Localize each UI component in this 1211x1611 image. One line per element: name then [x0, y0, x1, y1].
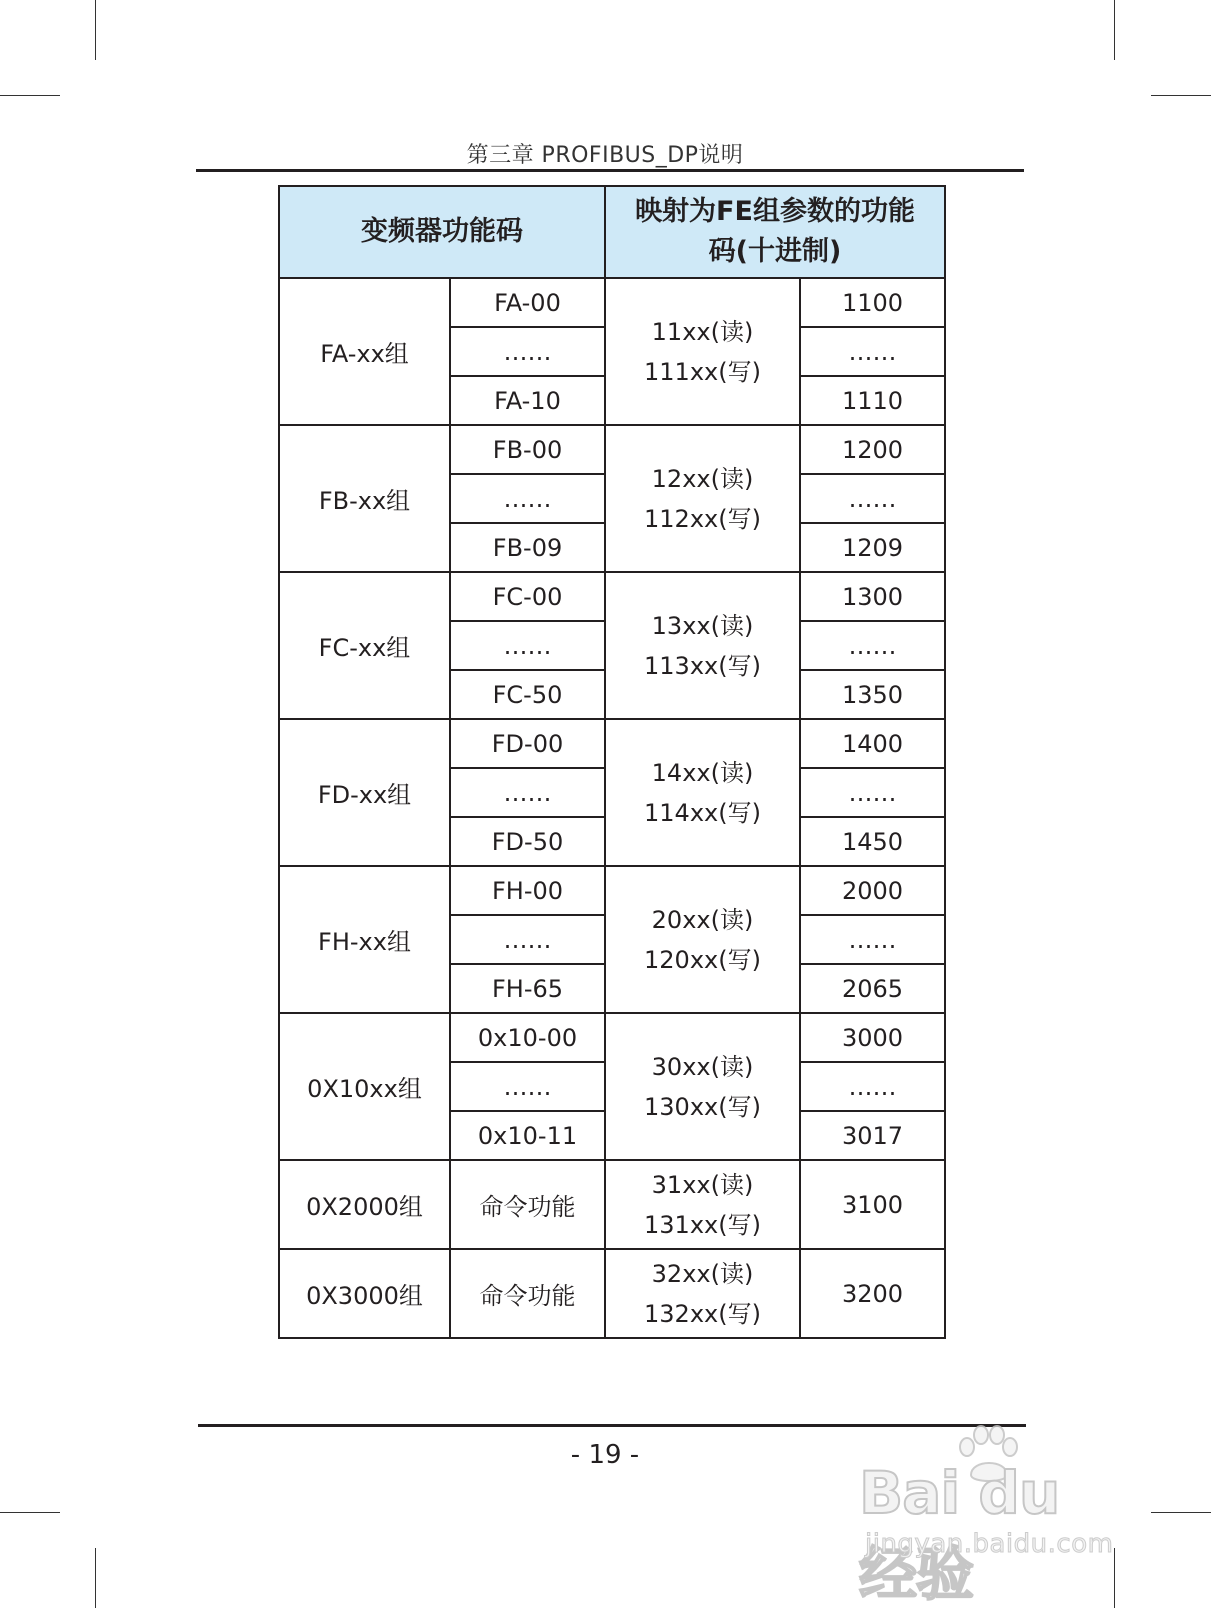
mapped-read-code: 12xx(读): [651, 464, 754, 493]
decimal-code-cell: 1100: [800, 278, 945, 327]
decimal-code-cell: 3200: [800, 1249, 945, 1338]
mapped-code-cell: [605, 1160, 800, 1249]
mapped-write-code: 132xx(写): [644, 1299, 761, 1328]
group-name-cell: FB-xx组: [279, 425, 450, 572]
mapped-code-cell: [605, 866, 800, 1013]
decimal-code-cell: 2000: [800, 866, 945, 915]
function-code-cell: 命令功能: [450, 1249, 605, 1338]
mapped-read-code: 11xx(读): [651, 317, 754, 346]
mapped-write-code: 114xx(写): [644, 798, 761, 827]
page-number: - 19 -: [570, 1440, 640, 1470]
decimal-code-cell: 1209: [800, 523, 945, 572]
function-code-cell: ……: [450, 621, 605, 670]
group-name-cell: FD-xx组: [279, 719, 450, 866]
function-code-cell: ……: [450, 1062, 605, 1111]
header-mapped-code-text: 映射为FE组参数的功能码(十进制): [635, 196, 915, 267]
mapped-code-cell: [605, 425, 800, 572]
function-code-cell: FC-00: [450, 572, 605, 621]
table-row: [279, 866, 945, 915]
mapped-read-code: 30xx(读): [651, 1052, 754, 1081]
group-name-cell: FC-xx组: [279, 572, 450, 719]
mapped-write-code: 131xx(写): [644, 1210, 761, 1239]
table-row: [279, 1160, 945, 1249]
table-row: [279, 278, 945, 327]
decimal-code-cell: 3100: [800, 1160, 945, 1249]
mapped-code-cell: [605, 1249, 800, 1338]
decimal-code-cell: ……: [800, 621, 945, 670]
decimal-code-cell: 1300: [800, 572, 945, 621]
watermark-url: jingyan.baidu.com: [865, 1529, 1114, 1559]
chapter-header: 第三章 PROFIBUS_DP说明: [466, 143, 744, 168]
mapped-code-cell: [605, 1013, 800, 1160]
function-code-cell: FD-00: [450, 719, 605, 768]
crop-mark: [1151, 1512, 1211, 1513]
function-code-cell: ……: [450, 327, 605, 376]
mapped-read-code: 14xx(读): [651, 758, 754, 787]
function-code-cell: ……: [450, 915, 605, 964]
header-mapped-code: [605, 186, 945, 278]
mapped-write-code: 120xx(写): [644, 945, 761, 974]
function-code-cell: 0x10-00: [450, 1013, 605, 1062]
mapped-code-cell: [605, 719, 800, 866]
group-name-cell: 0X2000组: [279, 1160, 450, 1249]
function-code-cell: FB-09: [450, 523, 605, 572]
mapped-read-code: 31xx(读): [651, 1170, 754, 1199]
function-code-cell: FB-00: [450, 425, 605, 474]
baidu-jingyan-watermark: [855, 1425, 1135, 1608]
table-row: [279, 1249, 945, 1338]
crop-mark: [95, 1548, 96, 1608]
parameter-mapping-table: [278, 185, 946, 1339]
mapped-read-code: 13xx(读): [651, 611, 754, 640]
decimal-code-cell: 1400: [800, 719, 945, 768]
decimal-code-cell: 1200: [800, 425, 945, 474]
table-header-row: [279, 186, 945, 278]
decimal-code-cell: ……: [800, 474, 945, 523]
crop-mark: [1151, 95, 1211, 96]
header-rule: [196, 169, 1024, 172]
header-inverter-code: 变频器功能码: [279, 186, 605, 278]
decimal-code-cell: 1450: [800, 817, 945, 866]
decimal-code-cell: ……: [800, 327, 945, 376]
function-code-cell: FC-50: [450, 670, 605, 719]
decimal-code-cell: 2065: [800, 964, 945, 1013]
crop-mark: [1114, 0, 1115, 60]
mapped-write-code: 130xx(写): [644, 1092, 761, 1121]
mapped-write-code: 113xx(写): [644, 651, 761, 680]
crop-mark: [0, 1512, 60, 1513]
table-row: [279, 425, 945, 474]
decimal-code-cell: 3017: [800, 1111, 945, 1160]
table-row: [279, 1013, 945, 1062]
watermark-brand: Bai du 经验: [859, 1459, 1060, 1608]
function-code-cell: FH-65: [450, 964, 605, 1013]
function-code-cell: ……: [450, 474, 605, 523]
decimal-code-cell: ……: [800, 768, 945, 817]
mapped-code-cell: [605, 278, 800, 425]
decimal-code-cell: ……: [800, 915, 945, 964]
table-row: [279, 572, 945, 621]
group-name-cell: FH-xx组: [279, 866, 450, 1013]
decimal-code-cell: 1350: [800, 670, 945, 719]
mapped-read-code: 20xx(读): [651, 905, 754, 934]
mapped-write-code: 112xx(写): [644, 504, 761, 533]
function-code-cell: FH-00: [450, 866, 605, 915]
mapped-write-code: 111xx(写): [644, 357, 761, 386]
function-code-cell: FA-10: [450, 376, 605, 425]
function-code-cell: 命令功能: [450, 1160, 605, 1249]
mapped-code-cell: [605, 572, 800, 719]
function-code-cell: 0x10-11: [450, 1111, 605, 1160]
function-code-cell: FD-50: [450, 817, 605, 866]
decimal-code-cell: 1110: [800, 376, 945, 425]
group-name-cell: 0X3000组: [279, 1249, 450, 1338]
table-row: [279, 719, 945, 768]
function-code-cell: FA-00: [450, 278, 605, 327]
decimal-code-cell: 3000: [800, 1013, 945, 1062]
crop-mark: [0, 95, 60, 96]
crop-mark: [95, 0, 96, 60]
function-code-cell: ……: [450, 768, 605, 817]
mapped-read-code: 32xx(读): [651, 1259, 754, 1288]
table-body: [279, 278, 945, 1338]
decimal-code-cell: ……: [800, 1062, 945, 1111]
group-name-cell: FA-xx组: [279, 278, 450, 425]
group-name-cell: 0X10xx组: [279, 1013, 450, 1160]
